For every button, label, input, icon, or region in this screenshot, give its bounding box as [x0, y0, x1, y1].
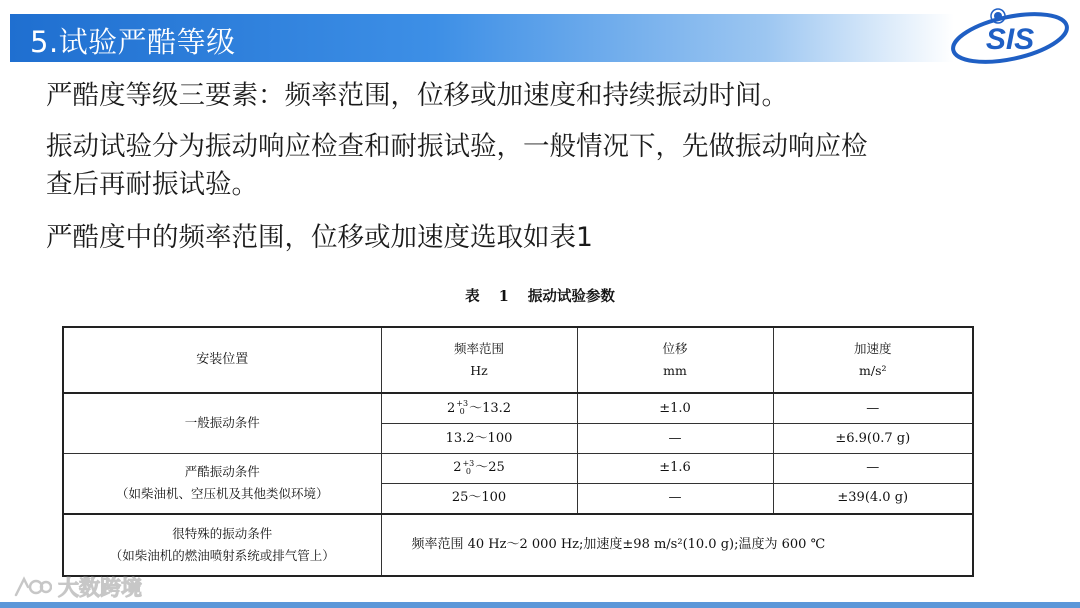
- cell-special-conditions: 频率范围 40 Hz～2 000 Hz;加速度±98 m/s²(10.0 g);温度为 600 ℃: [381, 514, 973, 576]
- cell-displacement: —: [577, 424, 773, 454]
- header-location: 安装位置: [63, 327, 381, 393]
- watermark: [12, 570, 142, 604]
- watermark-logo-icon: [12, 573, 52, 601]
- header-acceleration: 加速度 m/s²: [773, 327, 973, 393]
- cell-frequency: 2 +3 0 ～25: [381, 453, 577, 483]
- paragraph-test-types-line2: 查后再耐振试验。: [46, 169, 258, 200]
- cell-displacement: —: [577, 483, 773, 514]
- cell-frequency: 25～100: [381, 483, 577, 514]
- table-caption: 表 1 振动试验参数: [465, 288, 615, 305]
- group-label-special: 很特殊的振动条件 （如柴油机的燃油喷射系统或排气管上）: [63, 514, 381, 576]
- table-row: [63, 453, 973, 483]
- slide-title-bar: [10, 14, 954, 62]
- paragraph-test-types-line1: 振动试验分为振动响应检查和耐振试验，一般情况下，先做振动响应检: [46, 131, 868, 162]
- vibration-parameters-table: [62, 326, 972, 577]
- cell-acceleration: ±39(4.0 g): [773, 483, 973, 514]
- table-row: [63, 514, 973, 576]
- table-header-row: [63, 327, 973, 393]
- cell-acceleration: ±6.9(0.7 g): [773, 424, 973, 454]
- cell-displacement: ±1.6: [577, 453, 773, 483]
- group-label-severe: 严酷振动条件 （如柴油机、空压机及其他类似环境）: [63, 453, 381, 514]
- logo-text: SIS: [985, 23, 1035, 56]
- table-row: [63, 393, 973, 424]
- cell-displacement: ±1.0: [577, 393, 773, 424]
- header-frequency: 频率范围 Hz: [381, 327, 577, 393]
- cell-acceleration: —: [773, 393, 973, 424]
- sis-logo: [946, 6, 1074, 68]
- header-displacement: 位移 mm: [577, 327, 773, 393]
- paragraph-table-reference: 严酷度中的频率范围，位移或加速度选取如表1: [46, 222, 593, 253]
- slide-title: 5.试验严酷等级: [30, 25, 236, 59]
- cell-frequency: 13.2～100: [381, 424, 577, 454]
- cell-frequency: 2 +3 0 ～13.2: [381, 393, 577, 424]
- paragraph-severity-elements: 严酷度等级三要素：频率范围，位移或加速度和持续振动时间。: [46, 80, 788, 111]
- bottom-accent-line: [0, 602, 1080, 608]
- cell-acceleration: —: [773, 453, 973, 483]
- watermark-text: 大数跨境: [58, 576, 142, 600]
- group-label-general: 一般振动条件: [63, 393, 381, 453]
